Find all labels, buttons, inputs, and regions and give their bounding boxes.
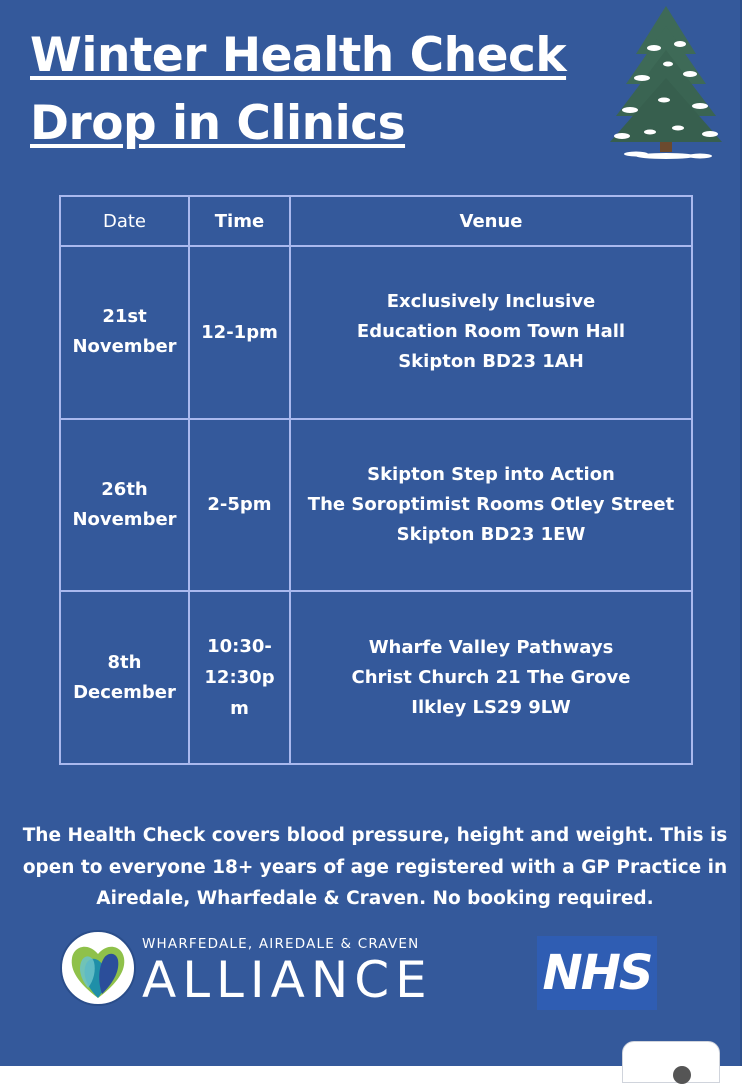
time-cell xyxy=(189,591,290,764)
venue-cell xyxy=(290,419,692,592)
time-text-line-2: 12:30p xyxy=(204,667,275,689)
date-month: November xyxy=(72,508,177,530)
time-text-line-3: m xyxy=(230,698,249,720)
tab-dot-icon xyxy=(673,1066,691,1084)
clinic-schedule-table xyxy=(59,195,693,765)
date-cell xyxy=(60,419,189,592)
nhs-logo-text: NHS xyxy=(542,945,652,1001)
christmas-tree-icon xyxy=(606,4,726,164)
venue-name: Skipton Step into Action xyxy=(367,463,615,485)
table-row xyxy=(60,246,692,419)
table-header-row xyxy=(60,196,692,246)
time-text: 2-5pm xyxy=(207,494,272,516)
venue-address: Ilkley LS29 9LW xyxy=(411,696,571,718)
venue-name: Exclusively Inclusive xyxy=(386,291,596,313)
title-line-1: Winter Health Check xyxy=(30,28,567,83)
time-cell xyxy=(189,419,290,592)
alliance-name: ALLIANCE xyxy=(142,951,433,1009)
nhs-logo xyxy=(537,936,657,1010)
venue-cell xyxy=(290,246,692,419)
time-text: 12-1pm xyxy=(201,321,278,343)
header-time: Time xyxy=(189,196,290,246)
venue-address: Skipton BD23 1EW xyxy=(396,523,586,545)
date-day: 21st xyxy=(102,306,147,328)
header-date: Date xyxy=(60,196,189,246)
floating-tab[interactable] xyxy=(622,1041,720,1083)
venue-address: Skipton BD23 1AH xyxy=(398,351,584,373)
venue-room: Education Room Town Hall xyxy=(356,321,626,343)
date-cell xyxy=(60,246,189,419)
venue-room: Christ Church 21 The Grove xyxy=(351,666,631,688)
title-line-2: Drop in Clinics xyxy=(30,96,406,151)
time-text-line-1: 10:30- xyxy=(207,636,272,658)
date-cell xyxy=(60,591,189,764)
venue-room: The Soroptimist Rooms Otley Street xyxy=(307,493,675,515)
alliance-logo xyxy=(58,928,448,1010)
venue-name: Wharfe Valley Pathways xyxy=(368,636,614,658)
header-venue: Venue xyxy=(290,196,692,246)
time-cell xyxy=(189,246,290,419)
date-month: November xyxy=(72,336,177,358)
date-day: 26th xyxy=(101,478,148,500)
venue-cell xyxy=(290,591,692,764)
alliance-subtitle: WHARFEDALE, AIREDALE & CRAVEN xyxy=(142,936,420,952)
table-row xyxy=(60,591,692,764)
alliance-heart-logo-icon xyxy=(58,928,138,1008)
table-row xyxy=(60,419,692,592)
health-check-info: The Health Check covers blood pressure, height and weight. This is open to everyone 18+ years of age registered with a GP Practice in Airedale, Wharfedale & Craven. No booking required. xyxy=(22,825,728,909)
page-title xyxy=(30,22,566,158)
date-month: December xyxy=(73,681,176,703)
date-day: 8th xyxy=(107,651,142,673)
